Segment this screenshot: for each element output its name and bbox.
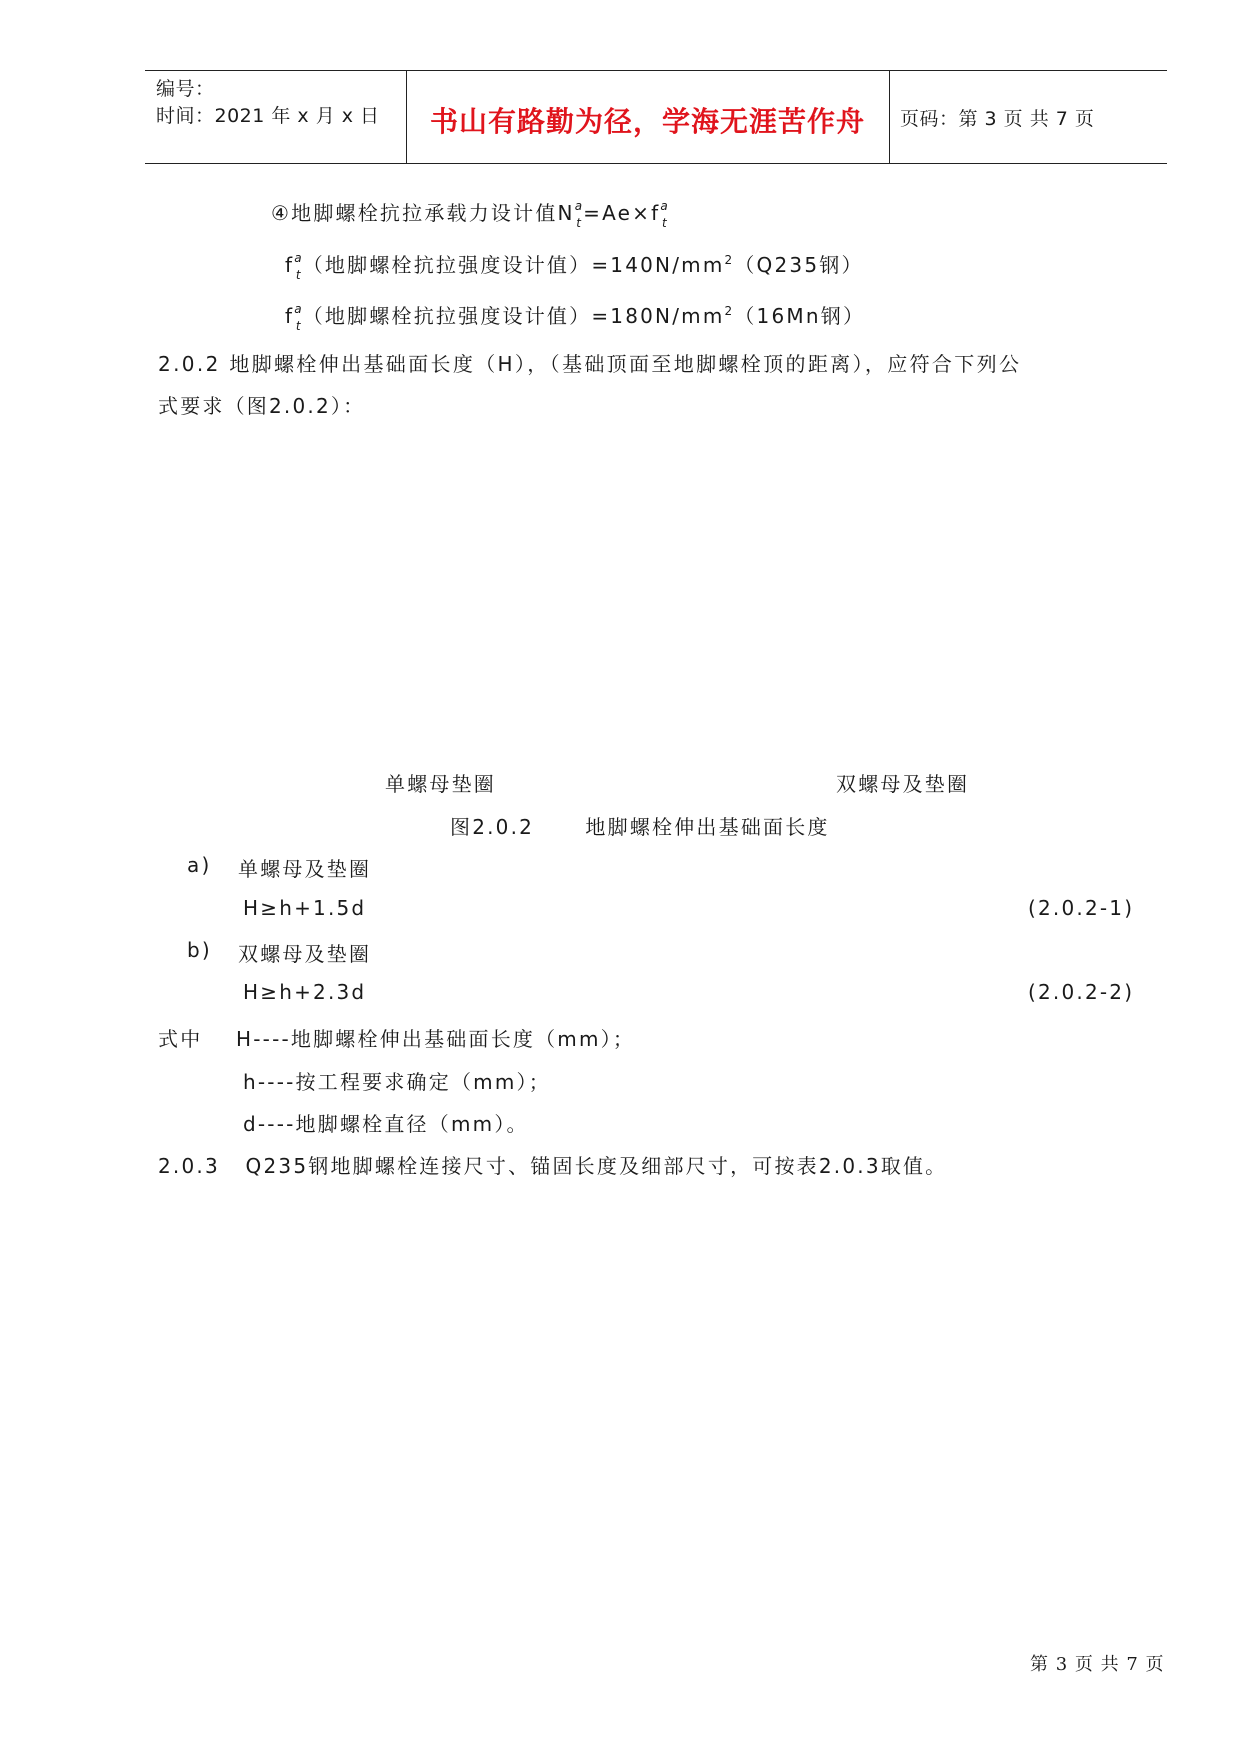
formula-prefix: ④地脚螺栓抗拉承载力设计值N — [271, 201, 575, 225]
where-label: 式中 — [158, 1027, 203, 1051]
f-sup: a — [294, 251, 304, 265]
f-symbol: f — [285, 253, 295, 277]
strength-text: （地脚螺栓抗拉强度设计值）=180N/mm — [302, 304, 725, 328]
formula-sup2: a — [660, 199, 670, 213]
header-time-label: 时间：2021 年 x 月 x 日 — [156, 105, 380, 127]
formula-mid: =Ae×f — [583, 201, 661, 225]
item-a-label: a) — [187, 853, 212, 877]
section-2-0-3: 2.0.3 Q235钢地脚螺栓连接尺寸、锚固长度及细部尺寸，可按表2.0.3取值。 — [158, 1154, 948, 1178]
figure-label-single-nut: 单螺母垫圈 — [385, 772, 496, 796]
f-sup: a — [294, 302, 304, 316]
steel-grade: （Q235钢） — [734, 253, 864, 277]
where-H: H----地脚螺栓伸出基础面长度（mm）； — [236, 1027, 636, 1051]
header-number-label: 编号： — [156, 78, 215, 100]
formula-a: H≥h+1.5d — [243, 896, 367, 920]
f-symbol: f — [285, 304, 295, 328]
strength-q235-line — [285, 249, 864, 282]
f-sub: t — [295, 268, 303, 282]
f-sub: t — [295, 319, 303, 333]
item-b-label: b) — [187, 938, 212, 962]
formula-b: H≥h+2.3d — [243, 980, 367, 1004]
item-a-text: 单螺母及垫圈 — [238, 857, 372, 881]
formula-sup: a — [574, 199, 585, 213]
where-d: d----地脚螺栓直径（mm）。 — [243, 1112, 529, 1136]
figure-label-double-nut: 双螺母及垫圈 — [836, 772, 970, 796]
header-divider-right — [889, 70, 890, 163]
figure-caption: 图2.0.2 地脚螺栓伸出基础面长度 — [450, 815, 830, 839]
where-h: h----按工程要求确定（mm）； — [243, 1070, 551, 1094]
equation-number-a: (2.0.2-1) — [1028, 896, 1135, 920]
strength-16mn-line — [285, 300, 866, 333]
exponent: 2 — [724, 253, 735, 267]
section-2-0-2-line2: 式要求（图2.0.2）： — [158, 394, 366, 418]
header-bottom-rule — [145, 163, 1167, 164]
steel-grade: （16Mn钢） — [734, 304, 866, 328]
equation-number-b: (2.0.2-2) — [1028, 980, 1135, 1004]
strength-text: （地脚螺栓抗拉强度设计值）=140N/mm — [302, 253, 725, 277]
header-motto: 书山有路勤为径，学海无涯苦作舟 — [430, 105, 866, 138]
tensile-capacity-formula — [271, 197, 670, 230]
footer-page-number: 第 3 页 共 7 页 — [1030, 1654, 1165, 1675]
exponent: 2 — [724, 304, 735, 318]
formula-sub: t — [576, 216, 584, 230]
header-page-label: 页码：第 3 页 共 7 页 — [900, 108, 1095, 130]
item-b-text: 双螺母及垫圈 — [238, 942, 372, 966]
formula-sub2: t — [661, 216, 669, 230]
header-top-rule — [145, 70, 1167, 71]
section-2-0-2-line1: 2.0.2 地脚螺栓伸出基础面长度（H），（基础顶面至地脚螺栓顶的距离），应符合下列公 — [158, 352, 1022, 376]
header-divider-left — [406, 70, 407, 163]
